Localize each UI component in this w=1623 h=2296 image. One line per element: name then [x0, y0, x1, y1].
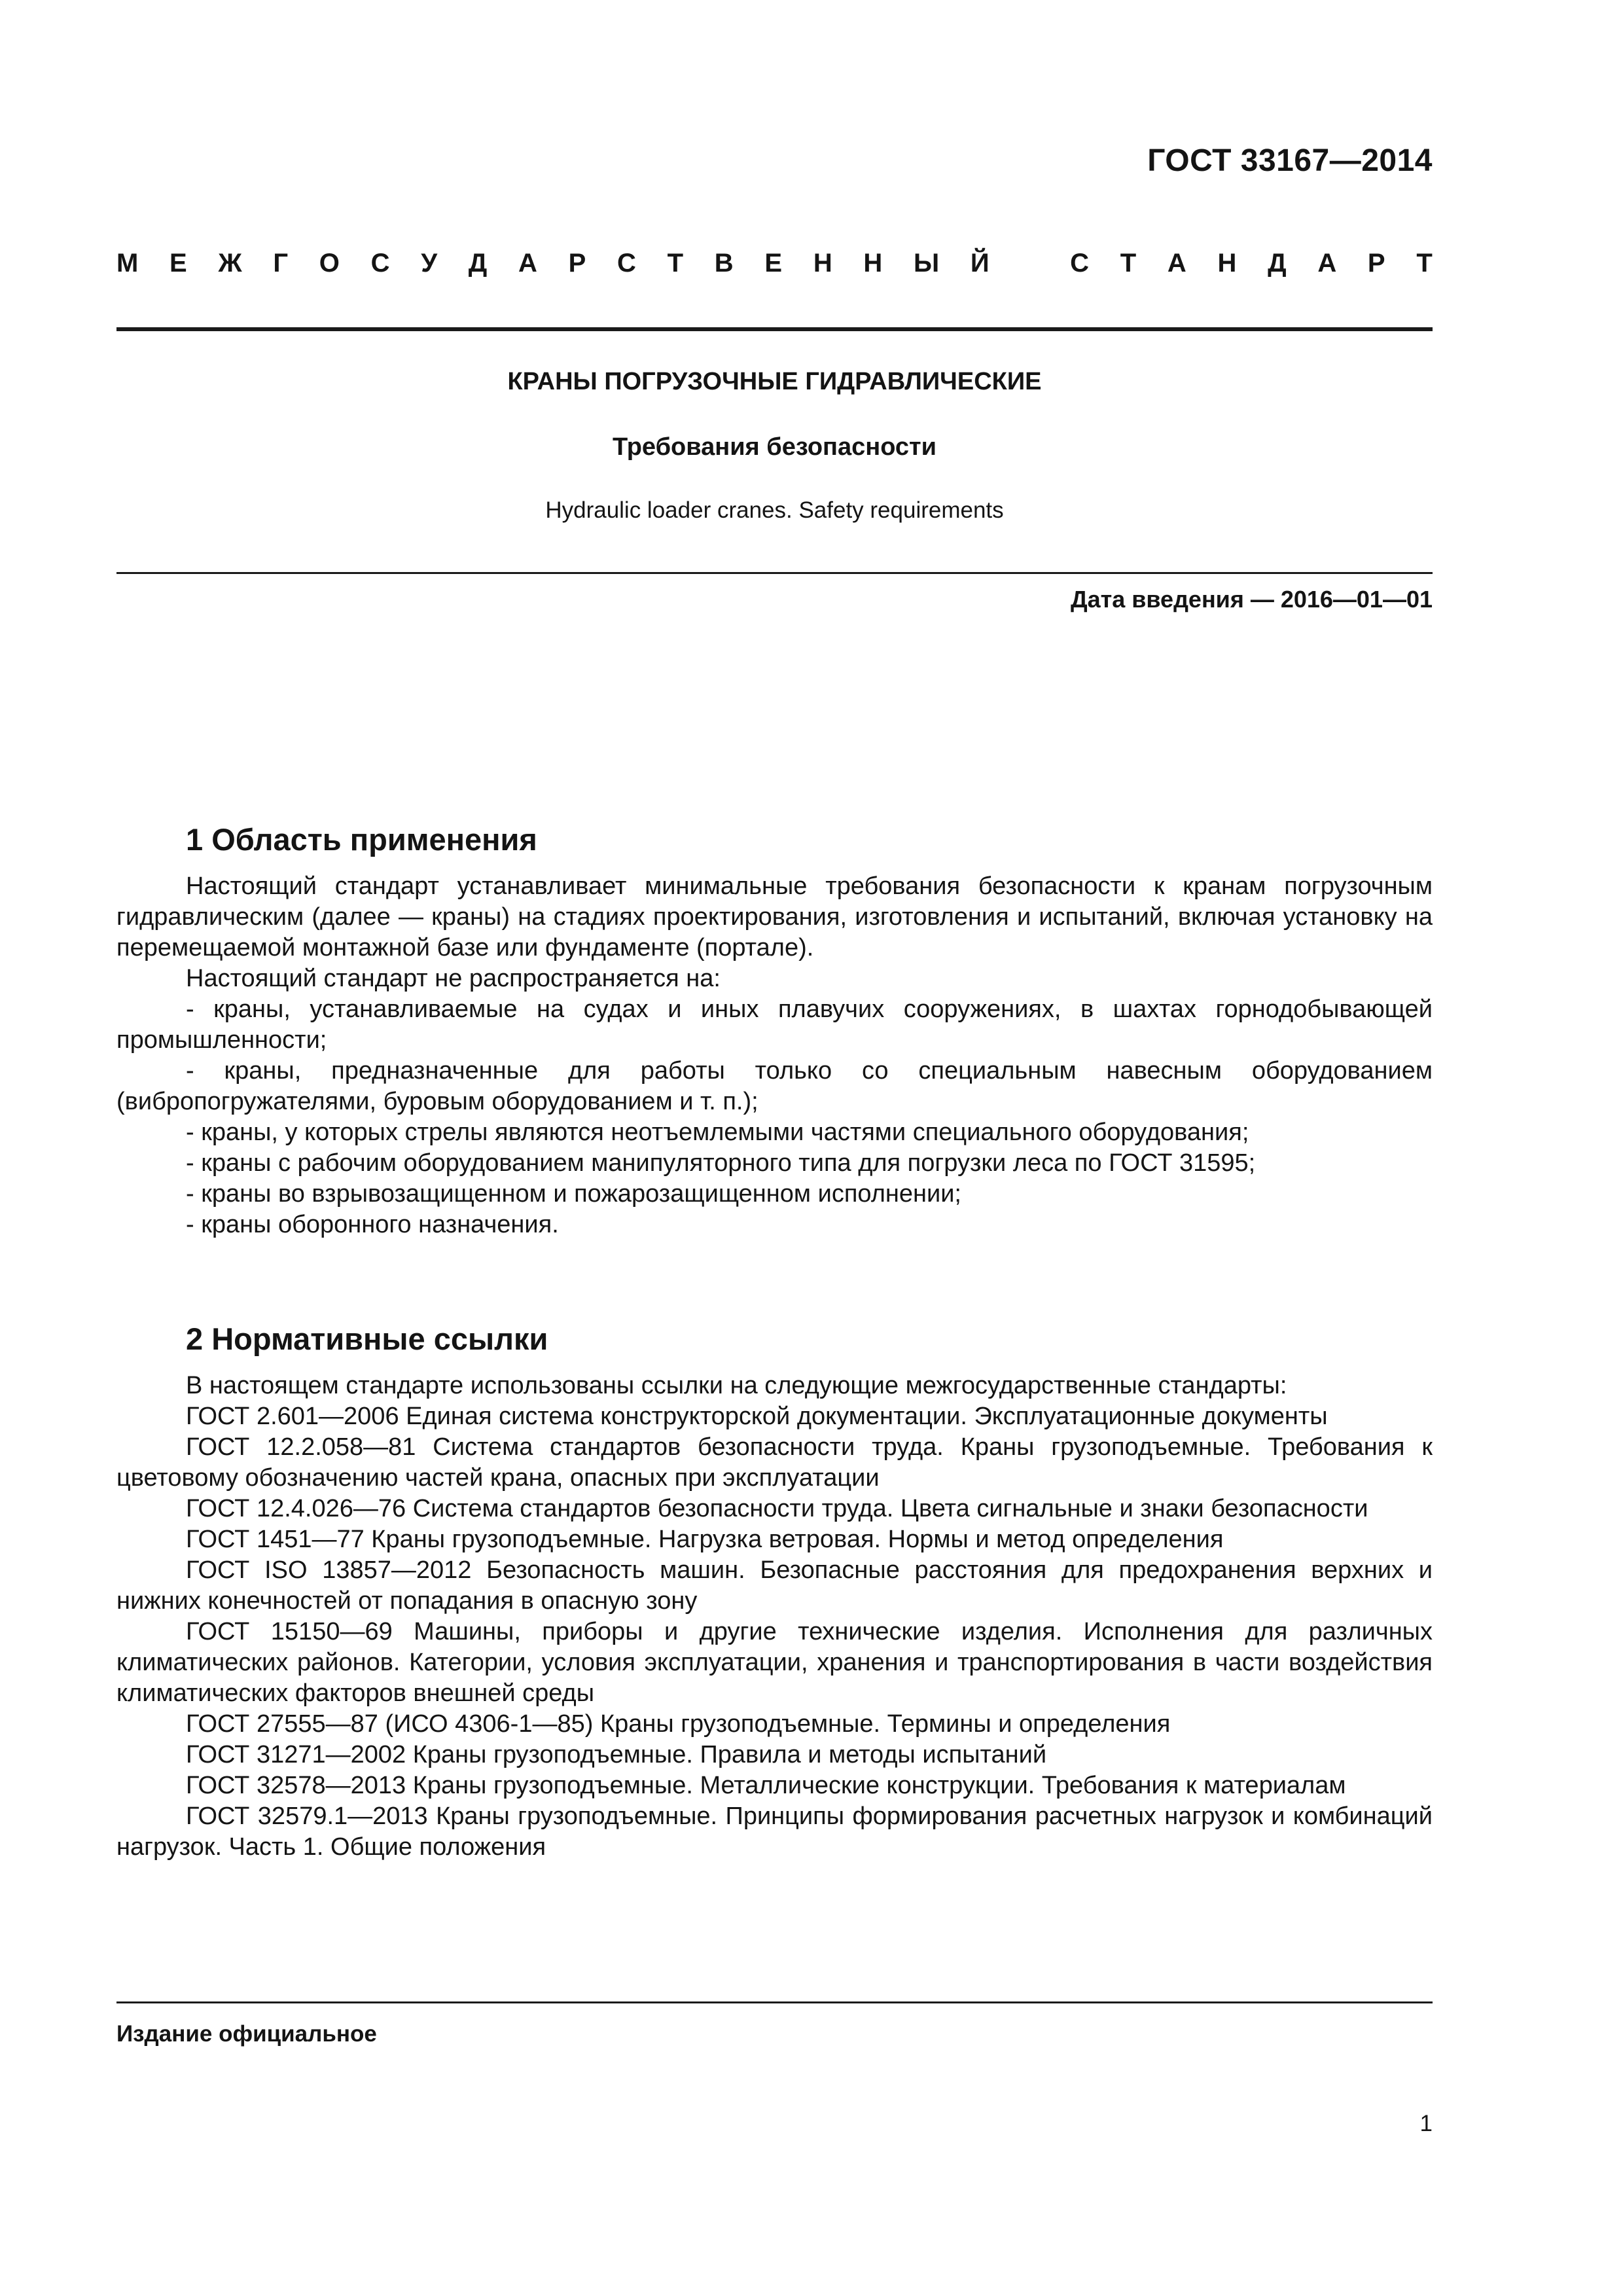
edition-label: Издание официальное [116, 2021, 377, 2047]
heading-letter: Р [1367, 249, 1385, 278]
heading-letter: О [319, 249, 340, 278]
heading-letter: А [1317, 249, 1337, 278]
heading-letter: У [421, 249, 438, 278]
section-heading: 1 Область применения [186, 822, 537, 857]
list-item: - краны, у которых стрелы являются неотъемлемыми частями специального оборудования; [186, 1119, 1249, 1146]
list-item: - краны с рабочим оборудованием манипуляторного типа для погрузки леса по ГОСТ 31595; [186, 1149, 1256, 1177]
heading-letter: Ы [914, 249, 940, 278]
heading-letter: Д [1268, 249, 1287, 278]
heading-letter: А [518, 249, 537, 278]
reference-item: ГОСТ ISO 13857—2012 Безопасность машин. Безопасные расстояния для предохранения верхних и нижних конечностей от попадания в опасную зону [116, 1556, 1433, 1615]
heading-letter: М [116, 249, 139, 278]
word-gap [1020, 249, 1039, 278]
heading-letter: Н [1217, 249, 1237, 278]
document-title: КРАНЫ ПОГРУЗОЧНЫЕ ГИДРАВЛИЧЕСКИЕ [507, 368, 1042, 395]
reference-item: ГОСТ 15150—69 Машины, приборы и другие технические изделия. Исполнения для различных климатических районов. Категории, условия эксплуатации, хранения и транспортирования в части воздействия климатических факторов внешней среды [116, 1618, 1433, 1707]
reference-item: ГОСТ 2.601—2006 Единая система конструкторской документации. Эксплуатационные документы [186, 1403, 1328, 1430]
reference-item: ГОСТ 12.4.026—76 Система стандартов безопасности труда. Цвета сигнальные и знаки безопасности [186, 1495, 1368, 1522]
paragraph: В настоящем стандарте использованы ссылки на следующие межгосударственные стандарты: [186, 1372, 1287, 1399]
heading-letter: А [1167, 249, 1186, 278]
document-title-english: Hydraulic loader cranes. Safety requirements [545, 497, 1004, 523]
page-number: 1 [1419, 2111, 1433, 2136]
heading-letter: Т [667, 249, 684, 278]
header-divider [116, 327, 1433, 331]
reference-item: ГОСТ 27555—87 (ИСО 4306-1—85) Краны грузоподъемные. Термины и определения [186, 1710, 1171, 1738]
document-number: ГОСТ 33167—2014 [1147, 143, 1433, 178]
heading-letter: Е [764, 249, 783, 278]
reference-item: ГОСТ 32579.1—2013 Краны грузоподъемные. Принципы формирования расчетных нагрузок и комбинаций нагрузок. Часть 1. Общие положения [116, 1803, 1433, 1861]
heading-letter: Ж [218, 249, 242, 278]
standard-type-heading [116, 249, 1433, 278]
list-item: - краны оборонного назначения. [186, 1211, 559, 1238]
introduction-date: Дата введения — 2016—01—01 [1070, 586, 1433, 613]
heading-letter: Т [1416, 249, 1433, 278]
document-subtitle: Требования безопасности [612, 433, 937, 461]
section-normative-references [116, 1321, 1433, 1863]
reference-item: ГОСТ 31271—2002 Краны грузоподъемные. Правила и методы испытаний [186, 1741, 1047, 1768]
heading-letter: Г [273, 249, 289, 278]
heading-letter: Д [468, 249, 488, 278]
reference-item: ГОСТ 32578—2013 Краны грузоподъемные. Металлические конструкции. Требования к материалам [186, 1772, 1346, 1799]
footer-divider [116, 2001, 1433, 2003]
paragraph: Настоящий стандарт не распространяется на: [186, 965, 721, 992]
heading-letter: С [617, 249, 636, 278]
heading-letter: Н [813, 249, 832, 278]
heading-letter: Т [1120, 249, 1137, 278]
heading-letter: Р [568, 249, 586, 278]
reference-item: ГОСТ 12.2.058—81 Система стандартов безопасности труда. Краны грузоподъемные. Требования к цветовому обозначению частей крана, опасных при эксплуатации [116, 1433, 1433, 1492]
paragraph: Настоящий стандарт устанавливает минимальные требования безопасности к кранам погрузочным гидравлическим (далее — краны) на стадиях проектирования, изготовления и испытаний, включая установку на перемещаемой монтажной базе или фундаменте (портале). [116, 872, 1433, 961]
heading-letter: Й [970, 249, 990, 278]
reference-item: ГОСТ 1451—77 Краны грузоподъемные. Нагрузка ветровая. Нормы и метод определения [186, 1526, 1224, 1553]
section-heading: 2 Нормативные ссылки [186, 1321, 548, 1356]
list-item: - краны во взрывозащищенном и пожарозащищенном исполнении; [186, 1180, 961, 1208]
heading-letter: Н [863, 249, 883, 278]
list-item: - краны, предназначенные для работы только со специальным навесным оборудованием (вибропогружателями, буровым оборудованием и т. п.); [116, 1057, 1433, 1115]
section-scope [116, 821, 1433, 1240]
title-divider [116, 572, 1433, 574]
heading-letter: В [714, 249, 734, 278]
heading-letter: С [1070, 249, 1089, 278]
heading-letter: С [370, 249, 390, 278]
list-item: - краны, устанавливаемые на судах и иных плавучих сооружениях, в шахтах горнодобывающей промышленности; [116, 996, 1433, 1054]
heading-letter: Е [169, 249, 187, 278]
